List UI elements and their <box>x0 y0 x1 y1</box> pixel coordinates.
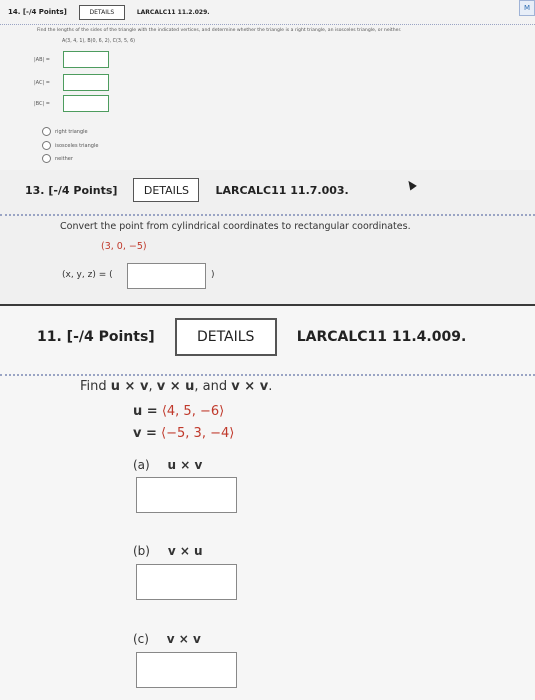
part-c-input[interactable] <box>136 652 237 688</box>
prompt-text: Find <box>80 379 111 394</box>
radio-icon[interactable] <box>42 127 51 136</box>
prompt-text: , <box>148 379 157 394</box>
divider <box>0 374 535 376</box>
question-13-panel <box>0 170 535 304</box>
prompt-text: . <box>268 379 273 394</box>
question-prompt: Find the lengths of the sides of the triangle with the indicated vertices, and determine whether the triangle is a right triangle, an isosceles triangle, or neither. <box>37 28 402 33</box>
corner-tab[interactable]: M <box>519 0 535 16</box>
option-neither[interactable] <box>42 154 73 163</box>
part-a-label <box>133 458 202 472</box>
option-label: right triangle <box>55 129 88 135</box>
divider <box>0 214 535 216</box>
u-vector <box>133 404 224 419</box>
question-number: 11. [-/4 Points] <box>37 329 155 345</box>
prompt-expr: v × u <box>156 379 195 394</box>
details-button[interactable]: DETAILS <box>175 318 277 356</box>
cursor-icon <box>405 179 417 191</box>
option-right-triangle[interactable] <box>42 127 88 136</box>
part-expr: u × v <box>167 458 203 472</box>
option-label: isosceles triangle <box>55 143 99 149</box>
question-14-header <box>8 3 210 21</box>
problem-code: LARCALC11 11.2.029. <box>136 8 210 16</box>
v-label: v = <box>133 426 157 441</box>
details-button[interactable]: DETAILS <box>79 5 125 20</box>
part-tag: (b) <box>133 544 150 558</box>
radio-icon[interactable] <box>42 141 51 150</box>
prompt-expr: u × v <box>110 379 149 394</box>
part-b-label <box>133 544 203 558</box>
part-b-input[interactable] <box>136 564 237 600</box>
radio-icon[interactable] <box>42 154 51 163</box>
question-13-header <box>25 177 349 203</box>
part-c-label <box>133 632 201 646</box>
problem-code: LARCALC11 11.7.003. <box>215 183 349 197</box>
question-number: 13. [-/4 Points] <box>25 183 118 197</box>
details-button[interactable]: DETAILS <box>133 178 199 202</box>
part-a-input[interactable] <box>136 477 237 513</box>
part-tag: (c) <box>133 632 149 646</box>
question-prompt <box>80 379 272 394</box>
bc-label: |BC| = <box>34 101 50 107</box>
question-number: 14. [-/4 Points] <box>8 8 67 16</box>
question-prompt: Convert the point from cylindrical coordinates to rectangular coordinates. <box>60 221 411 232</box>
cylindrical-point: (3, 0, −5) <box>101 241 147 252</box>
divider <box>0 24 535 25</box>
v-value: ⟨−5, 3, −4⟩ <box>161 426 235 441</box>
problem-code: LARCALC11 11.4.009. <box>296 329 467 345</box>
v-vector <box>133 426 234 441</box>
ac-label: |AC| = <box>34 80 50 86</box>
coordinates-input[interactable] <box>127 263 206 289</box>
question-11-panel <box>0 306 535 700</box>
ab-label: |AB| = <box>34 57 50 63</box>
prompt-expr: v × v <box>231 379 269 394</box>
question-11-header <box>37 318 466 356</box>
u-value: ⟨4, 5, −6⟩ <box>161 404 225 419</box>
answer-prefix: (x, y, z) = ( <box>62 270 113 280</box>
part-expr: v × u <box>167 544 203 558</box>
ac-input[interactable] <box>63 74 109 91</box>
part-expr: v × v <box>166 632 201 646</box>
part-tag: (a) <box>133 458 150 472</box>
answer-suffix: ) <box>211 270 215 280</box>
bc-input[interactable] <box>63 95 109 112</box>
prompt-text: , and <box>194 379 232 394</box>
ab-input[interactable] <box>63 51 109 68</box>
option-label: neither <box>55 156 73 162</box>
option-isosceles[interactable] <box>42 141 98 150</box>
u-label: u = <box>133 404 158 419</box>
question-14-panel <box>0 0 535 170</box>
vertices-text: A(3, 4, 1), B(0, 6, 2), C(3, 5, 6) <box>62 39 136 44</box>
